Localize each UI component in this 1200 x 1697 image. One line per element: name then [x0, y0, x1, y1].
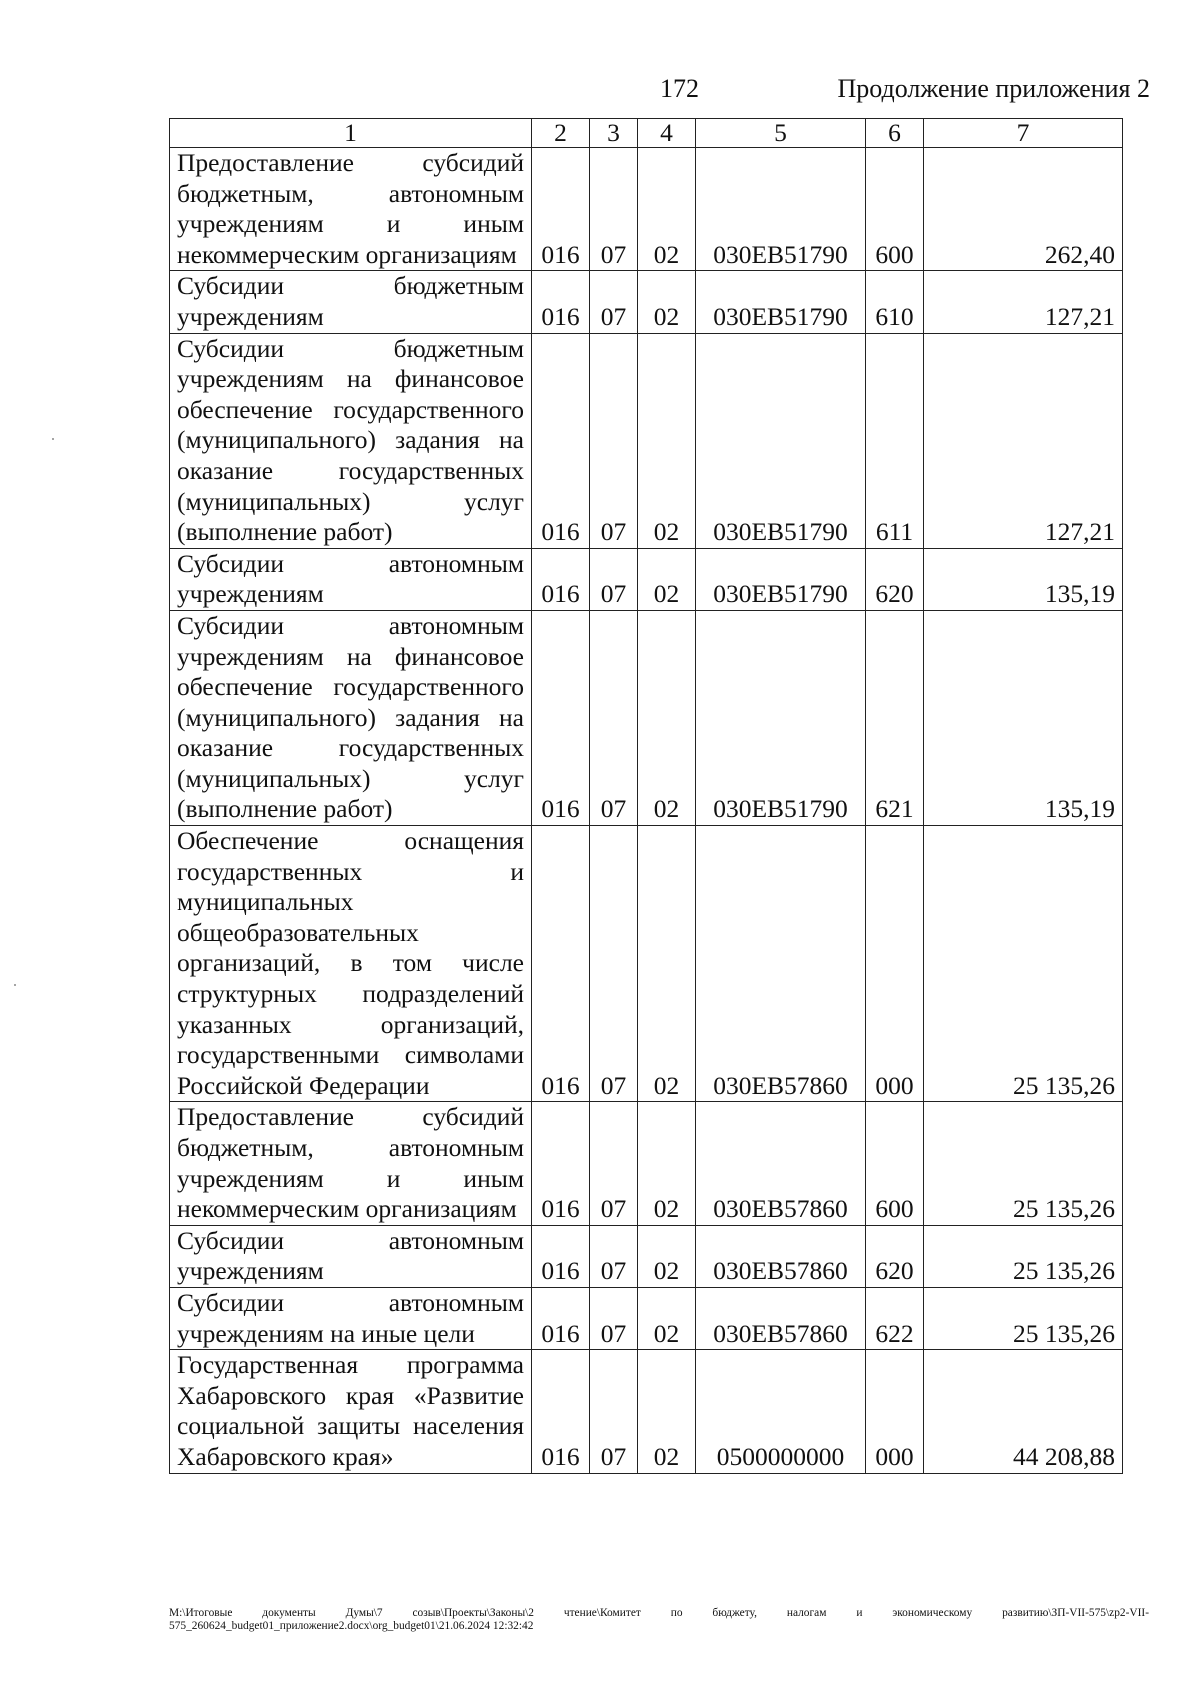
row-expense-type: 622: [866, 1287, 924, 1349]
row-section: 07: [590, 826, 638, 1102]
column-header: 1: [170, 119, 532, 148]
row-amount: 135,19: [924, 610, 1123, 825]
column-header: 3: [590, 119, 638, 148]
column-header: 4: [638, 119, 696, 148]
row-expense-type: 000: [866, 1350, 924, 1473]
table-row: [170, 1102, 1123, 1225]
row-target: 030EB57860: [696, 1102, 866, 1225]
row-target: 030EB57860: [696, 826, 866, 1102]
table-row: [170, 148, 1123, 271]
row-section: 07: [590, 548, 638, 610]
row-section: 07: [590, 1287, 638, 1349]
row-amount: 127,21: [924, 271, 1123, 333]
row-code: 016: [532, 333, 590, 548]
row-name: Государственная программа Хабаровского края «Развитие социальной защиты населения Хабаровского края»: [170, 1350, 532, 1473]
row-target: 030EB57860: [696, 1225, 866, 1287]
row-target: 030EB51790: [696, 548, 866, 610]
row-name: Обеспечение оснащения государственных и муниципальных общеобразовательных организаций, в том числе структурных подразделений указанных организаций, государственными символами Российской Федерации: [170, 826, 532, 1102]
column-header: 7: [924, 119, 1123, 148]
column-header: 5: [696, 119, 866, 148]
row-section: 07: [590, 1102, 638, 1225]
row-target: 030EB51790: [696, 333, 866, 548]
header-row: [170, 119, 1123, 148]
row-section: 07: [590, 1350, 638, 1473]
row-section: 07: [590, 148, 638, 271]
table-row: [170, 548, 1123, 610]
row-subsection: 02: [638, 148, 696, 271]
row-target: 030EB51790: [696, 148, 866, 271]
row-expense-type: 620: [866, 548, 924, 610]
row-subsection: 02: [638, 1287, 696, 1349]
table-header: [170, 119, 1123, 148]
row-name: Субсидии автономным учреждениям на финансовое обеспечение государственного (муниципального) задания на оказание государственных (муниципальных) услуг (выполнение работ): [170, 610, 532, 825]
row-subsection: 02: [638, 1102, 696, 1225]
row-amount: 127,21: [924, 333, 1123, 548]
row-name: Предоставление субсидий бюджетным, автономным учреждениям и иным некоммерческим организациям: [170, 148, 532, 271]
row-expense-type: 600: [866, 1102, 924, 1225]
row-name: Субсидии бюджетным учреждениям: [170, 271, 532, 333]
row-amount: 44 208,88: [924, 1350, 1123, 1473]
table-row: [170, 610, 1123, 825]
continuation-label: Продолжение приложения 2: [837, 74, 1150, 103]
row-section: 07: [590, 610, 638, 825]
row-expense-type: 000: [866, 826, 924, 1102]
row-section: 07: [590, 1225, 638, 1287]
row-section: 07: [590, 271, 638, 333]
row-subsection: 02: [638, 610, 696, 825]
column-header: 6: [866, 119, 924, 148]
row-subsection: 02: [638, 826, 696, 1102]
row-subsection: 02: [638, 1350, 696, 1473]
row-expense-type: 621: [866, 610, 924, 825]
row-code: 016: [532, 548, 590, 610]
row-subsection: 02: [638, 1225, 696, 1287]
row-code: 016: [532, 271, 590, 333]
file-path-footer: M:\Итоговые документы Думы\7 созыв\Проекты\Законы\2 чтение\Комитет по бюджету, налогам и экономическому развитию\ЗП-VII-575\zp2-VII-575_260624_budget01_приложение2.docx\org_budget01\21.06.2024 12:32:42: [169, 1607, 1149, 1632]
table-body: [170, 148, 1123, 1474]
column-header: 2: [532, 119, 590, 148]
row-subsection: 02: [638, 548, 696, 610]
row-code: 016: [532, 1225, 590, 1287]
row-code: 016: [532, 148, 590, 271]
scan-speck: [52, 438, 54, 440]
row-name: Субсидии автономным учреждениям на иные цели: [170, 1287, 532, 1349]
row-amount: 135,19: [924, 548, 1123, 610]
row-name: Субсидии бюджетным учреждениям на финансовое обеспечение государственного (муниципального) задания на оказание государственных (муниципальных) услуг (выполнение работ): [170, 333, 532, 548]
row-amount: 25 135,26: [924, 1287, 1123, 1349]
row-expense-type: 611: [866, 333, 924, 548]
row-subsection: 02: [638, 333, 696, 548]
table-row: [170, 1225, 1123, 1287]
page-number: 172: [660, 74, 699, 103]
row-amount: 25 135,26: [924, 1102, 1123, 1225]
row-name: Субсидии автономным учреждениям: [170, 548, 532, 610]
row-code: 016: [532, 1350, 590, 1473]
row-amount: 25 135,26: [924, 1225, 1123, 1287]
row-expense-type: 610: [866, 271, 924, 333]
row-expense-type: 620: [866, 1225, 924, 1287]
row-code: 016: [532, 1102, 590, 1225]
row-target: 0500000000: [696, 1350, 866, 1473]
table-row: [170, 333, 1123, 548]
table-row: [170, 1287, 1123, 1349]
row-section: 07: [590, 333, 638, 548]
row-code: 016: [532, 610, 590, 825]
budget-table: [169, 118, 1123, 1474]
row-target: 030EB51790: [696, 271, 866, 333]
table-row: [170, 271, 1123, 333]
row-subsection: 02: [638, 271, 696, 333]
table-row: [170, 1350, 1123, 1473]
row-name: Субсидии автономным учреждениям: [170, 1225, 532, 1287]
row-name: Предоставление субсидий бюджетным, автономным учреждениям и иным некоммерческим организациям: [170, 1102, 532, 1225]
table-row: [170, 826, 1123, 1102]
row-amount: 262,40: [924, 148, 1123, 271]
row-target: 030EB51790: [696, 610, 866, 825]
row-code: 016: [532, 826, 590, 1102]
row-amount: 25 135,26: [924, 826, 1123, 1102]
scan-speck: [14, 984, 16, 986]
row-code: 016: [532, 1287, 590, 1349]
row-target: 030EB57860: [696, 1287, 866, 1349]
row-expense-type: 600: [866, 148, 924, 271]
